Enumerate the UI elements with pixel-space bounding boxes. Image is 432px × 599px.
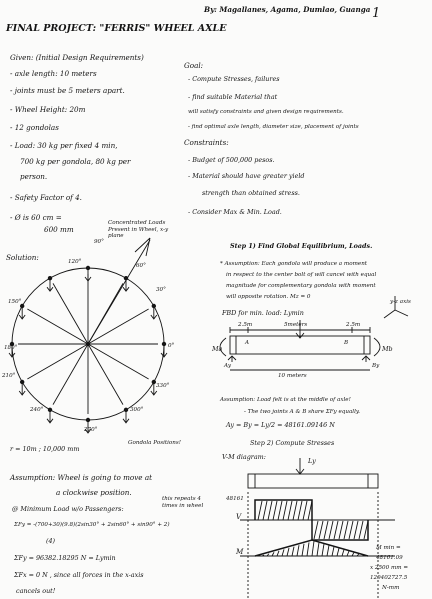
hatch-line (298, 501, 302, 520)
hatch-line (272, 552, 274, 556)
given-item: - axle length: 10 meters (10, 69, 97, 78)
step1-assumption: will opposite rotation. Mz = 0 (226, 294, 311, 300)
moment-note: 120402727.5 (370, 575, 408, 581)
equation: ΣFy = -(700+30)(9.8)(2sin30° + 2sin60° + sin90° + 2) (14, 522, 170, 528)
hatch-line (278, 501, 282, 520)
given-item: - joints must be 5 meters apart. (10, 86, 125, 95)
hatch-line (302, 544, 304, 556)
hatch-line (268, 501, 272, 520)
reaction-a-label: Ay (224, 363, 231, 369)
hatch-line (352, 552, 354, 556)
given-item: person. (20, 172, 48, 181)
radius-label: r = 10m ; 10,000 mm (10, 445, 80, 453)
given-item: - Ø is 60 cm = (10, 213, 62, 222)
vm-title: V-M diagram: (222, 453, 266, 461)
hatch-line (258, 501, 262, 520)
hatch-line (303, 501, 307, 520)
angle-label: 330° (156, 383, 170, 389)
hatch-line (354, 521, 358, 539)
concentrated-loads-note: Concentrated Loads Present in Wheel, x-y plane (108, 220, 169, 240)
goal-heading: Goal: (184, 61, 204, 70)
shear-value: 48161 (226, 496, 244, 502)
hatch-line (327, 545, 329, 556)
angle-label: 0° (168, 343, 175, 349)
authors: By: Magallanes, Agama, Dumlao, Guanga (204, 5, 371, 14)
reaction-b-label: By (372, 363, 380, 369)
given-heading: Given: (Initial Design Requirements) (10, 53, 144, 62)
step1-assumption: magnitude for complementary gondola with moment (226, 283, 376, 289)
note: - The two joints A & B share ΣFy equally. (244, 409, 361, 415)
hatch-line (342, 550, 344, 556)
given-item: - 12 gondolas (10, 123, 59, 132)
hatch-line (322, 544, 324, 556)
hatch-line (314, 521, 318, 539)
hatch-line (319, 521, 323, 539)
assumption-line: Assumption: Load felt is at the middle of axle! (220, 397, 351, 403)
step2-title: Step 2) Compute Stresses (250, 439, 335, 447)
hatch-line (292, 547, 294, 556)
gondola-positions-label: Gondola Positions! (128, 440, 181, 446)
joint-a-label: A (245, 340, 250, 346)
goal-item: - find optimal axle length, diameter size, placement of joints (188, 124, 359, 130)
axes-label: y-z axis (390, 299, 411, 305)
hatch-line (349, 521, 353, 539)
angle-label: 240° (30, 407, 44, 413)
moment-diagram (255, 540, 368, 556)
hatch-line (317, 542, 319, 556)
given-item: 600 mm (44, 225, 74, 234)
hatch-line (334, 521, 338, 539)
equation: cancels out! (16, 587, 56, 595)
angle-label: 120° (68, 259, 82, 265)
page-title: FINAL PROJECT: "FERRIS" WHEEL AXLE (6, 23, 227, 34)
angle-label: 300° (130, 407, 144, 413)
step1-title: Step 1) Find Global Equilibrium, Loads. (230, 242, 373, 250)
min-load-label: @ Minimum Load w/o Passengers: (12, 505, 124, 513)
equation: ΣFx = 0 N , since all forces in the x-axis (14, 571, 144, 579)
hatch-line (324, 521, 328, 539)
hatch-line (329, 521, 333, 539)
angle-label: 60° (136, 263, 146, 269)
moment-b-label: Mb (382, 345, 393, 353)
equation: (4) (46, 537, 56, 545)
dimension-label: 5meters (284, 322, 308, 328)
assumption-line: a clockwise position. (56, 488, 132, 497)
step1-assumption: * Assumption: Each gondola will produce a moment (220, 261, 368, 267)
goal-item: - Compute Stresses, failures (188, 75, 280, 83)
assumption-line: Assumption: Wheel is going to move at (10, 473, 152, 482)
fbd-title: FBD for min. load: Lymin (222, 309, 304, 317)
hatch-line (359, 521, 363, 539)
hatch-line (339, 521, 343, 539)
hatch-line (282, 549, 284, 556)
hatch-line (277, 551, 279, 556)
hatch-line (332, 547, 334, 556)
goal-item: will satisfy constraints and given design requirements. (188, 109, 344, 115)
hatch-line (337, 548, 339, 556)
hatch-line (288, 501, 292, 520)
given-item: 700 kg per gondola, 80 kg per (20, 157, 131, 166)
dimension-label: 2.5m (238, 322, 253, 328)
shear-axis-label: V (236, 512, 242, 521)
constraint-item: strength than obtained stress. (202, 189, 300, 197)
moment-note: x 2500 mm = (370, 565, 409, 571)
constraint-item: - Budget of 500,000 pesos. (188, 156, 275, 164)
hatch-line (312, 541, 314, 556)
given-item: - Load: 30 kg per fixed 4 min, (10, 141, 118, 150)
repeat-note: this repeats 4 times in wheel (162, 496, 204, 509)
moment-note: N-mm (382, 585, 400, 591)
hatch-line (347, 551, 349, 556)
equation: Ay = By = Ly/2 = 48161.09146 N (226, 421, 335, 429)
angle-label: 180° (4, 345, 18, 351)
moment-a-label: Ma (212, 345, 223, 353)
solution-label: Solution: (6, 253, 39, 262)
constraint-item: - Consider Max & Min. Load. (188, 208, 282, 216)
dimension-label: 2.5m (346, 322, 361, 328)
load-label: Ly (308, 457, 316, 465)
hatch-line (287, 548, 289, 556)
goal-item: - find suitable Material that (188, 93, 278, 101)
given-item: - Safety Factor of 4. (10, 193, 82, 202)
hatch-line (293, 501, 297, 520)
hatch-line (344, 521, 348, 539)
moment-note: M min = (376, 545, 401, 551)
dimension-label: 10 meters (278, 373, 307, 379)
angle-label: 30° (156, 287, 166, 293)
moment-note: 48161.09 (376, 555, 403, 561)
angle-label: 210° (2, 373, 16, 379)
hatch-line (297, 545, 299, 556)
moment-axis-label: M (236, 547, 244, 556)
equation: ΣFy = 96382.18295 N = Lymin (14, 554, 116, 562)
angle-label: 90° (94, 239, 104, 245)
angle-label: 270° (84, 427, 98, 433)
hatch-line (273, 501, 277, 520)
constraint-item: - Material should have greater yield (188, 172, 305, 180)
hatch-line (283, 501, 287, 520)
hatch-line (307, 542, 309, 556)
joint-b-label: B (344, 340, 349, 346)
constraints-heading: Constraints: (184, 138, 229, 147)
given-item: - Wheel Height: 20m (10, 105, 86, 114)
hatch-line (263, 501, 267, 520)
angle-label: 150° (8, 299, 22, 305)
step1-assumption: in respect to the center bolt of will cancel with equal (226, 272, 377, 278)
vm-beam (248, 474, 378, 488)
page-number: 1 (372, 6, 381, 21)
